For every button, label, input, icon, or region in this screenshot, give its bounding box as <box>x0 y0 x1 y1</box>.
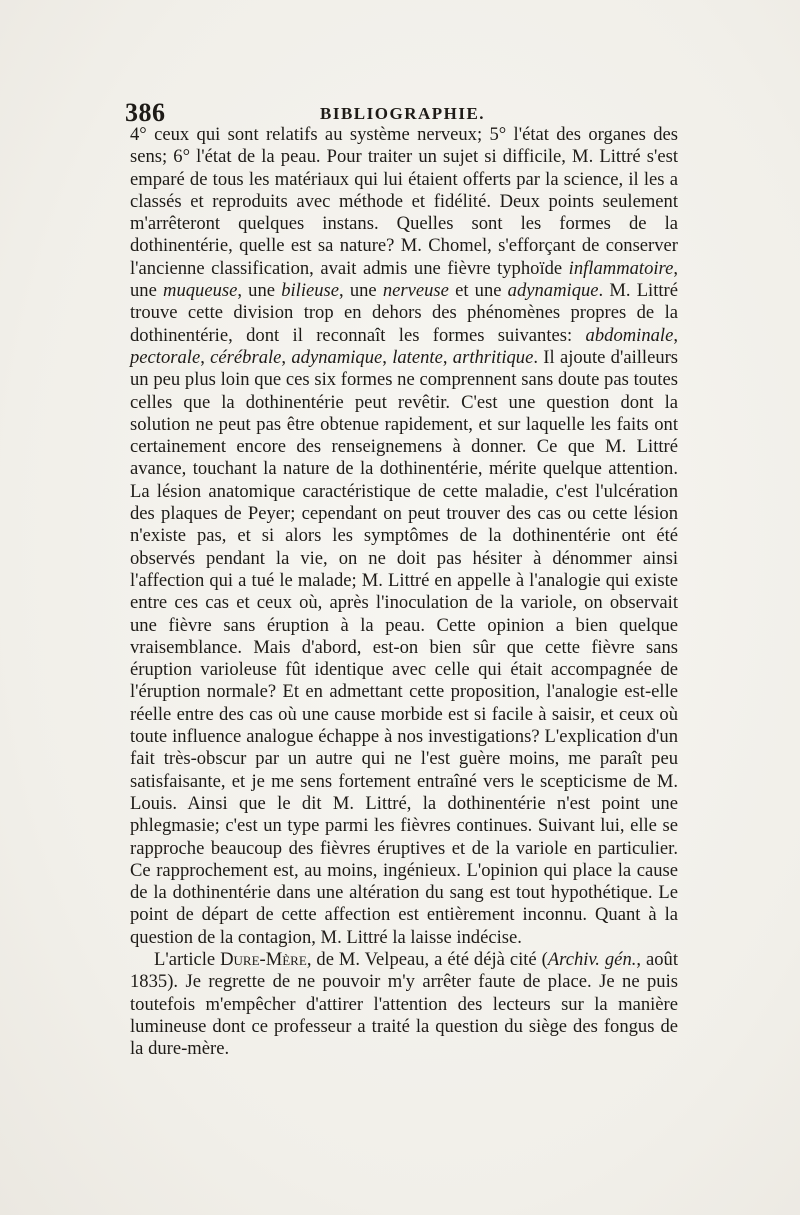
text-run: , <box>382 346 393 368</box>
italic-term: adynamique <box>507 280 599 302</box>
italic-term: abdominale <box>585 324 674 346</box>
italic-term: adynamique <box>291 346 383 368</box>
text-run: 4° ceux qui sont relatifs au système nerveux; 5° l'état des organes des sens; 6° l'état de la peau. Pour traiter un sujet si difficile, M. Littré s'est emparé de tous les matériaux qui lui étaient offerts par la science, il les a classés et reproduits avec méthode et fidélité. Deux points seulement m'arrêteront quelques instans. Quelles sont les formes de la dothinentérie, quelle est sa nature? M. Chomel, s'efforçant de conserver l'ancienne classification, avait admis une fièvre typhoïde <box>130 124 678 279</box>
running-head: BIBLIOGRAPHIE. <box>320 104 486 123</box>
text-run: L'article <box>154 948 221 970</box>
italic-term: inflammatoire <box>568 257 674 279</box>
citation: Archiv. gén. <box>547 948 637 970</box>
paragraph-forms-and-nature <box>130 124 678 949</box>
italic-term: nerveuse <box>382 280 449 302</box>
text-run: , <box>442 346 453 368</box>
text-run: , de M. Velpeau, a été déjà cité ( <box>306 948 548 970</box>
italic-term: arthritique <box>452 346 534 368</box>
text-run: , une <box>130 257 678 302</box>
text-run: , <box>281 346 292 368</box>
text-run: et une <box>448 280 508 302</box>
text-run: . M. Littré trouve cette division trop en dehors des phénomènes propres de la dothinentérie, dont il reconnaît les formes suivantes: <box>130 280 678 346</box>
text-run: , une <box>237 280 282 302</box>
text-run: , <box>200 346 211 368</box>
italic-term: pectorale <box>130 346 201 368</box>
small-caps-title: Dure-Mère <box>220 948 307 970</box>
text-run: , <box>673 324 678 346</box>
paragraph-dure-mere <box>130 949 678 1060</box>
page-number: 386 <box>125 98 166 127</box>
italic-term: bilieuse <box>281 280 340 302</box>
body-text <box>130 124 678 1060</box>
text-run: . Il ajoute d'ailleurs un peu plus loin que ces six formes ne comprennent sans doute pas toutes celles que la dothinentérie peut revêtir. C'est une question dont la solution ne peut pas être obtenue rapidement, et sur laquelle les faits ont certainement encore des renseignemens à donner. Ce que M. Littré avance, touchant la nature de la dothinentérie, mérite quelque attention. La lésion anatomique caractéristique de cette maladie, c'est l'ulcération des plaques de Peyer; cependant on peut trouver des cas ou cette lésion n'existe pas, et si alors les symptômes de la dothinentérie ont été observés pendant la vie, on ne doit pas hésiter à dénommer ainsi l'affection qui a tué le malade; M. Littré en appelle à l'analogie qui existe entre ces cas et ceux où, après l'inoculation de la variole, on observait une fièvre sans éruption à la peau. Cette opinion a bien quelque vraisemblance. Mais d'abord, est-on bien sûr que cette fièvre sans éruption varioleuse fût identique avec celle qui était accompagnée de l'éruption normale? Et en admettant cette proposition, l'analogie est-elle réelle entre des cas où une cause morbide est si facile à saisir, et ceux où toute influence analogue échappe à nos investigations? L'explication d'un fait très-obscur par un autre qui ne l'est guère moins, me paraît peu satisfaisante, et je me sens fortement entraîné vers le scepticisme de M. Louis. Ainsi que le dit M. Littré, la dothinentérie n'est point une phlegmasie; c'est un type parmi les fièvres continues. Suivant lui, elle se rapproche beaucoup des fièvres éruptives et de la variole en particulier. Ce rapprochement est, au moins, ingénieux. L'opinion qui place la cause de la dothinentérie dans une altération du sang est tout hypothétique. Le point de départ de cette affection est entièrement inconnu. Quant à la question de la contagion, M. Littré la laisse indécise. <box>130 346 679 948</box>
text-run: , une <box>339 280 383 302</box>
italic-term: muqueuse <box>163 280 238 302</box>
italic-term: cérébrale <box>210 346 282 368</box>
italic-term: latente <box>392 346 443 368</box>
text-run: , août 1835). Je regrette de ne pouvoir m'y arrêter faute de place. Je ne puis toutefois m'empêcher d'attirer l'attention des lecteurs sur la manière lumineuse dont ce professeur a traité la question du siège des fongus de la dure-mère. <box>130 948 678 1060</box>
